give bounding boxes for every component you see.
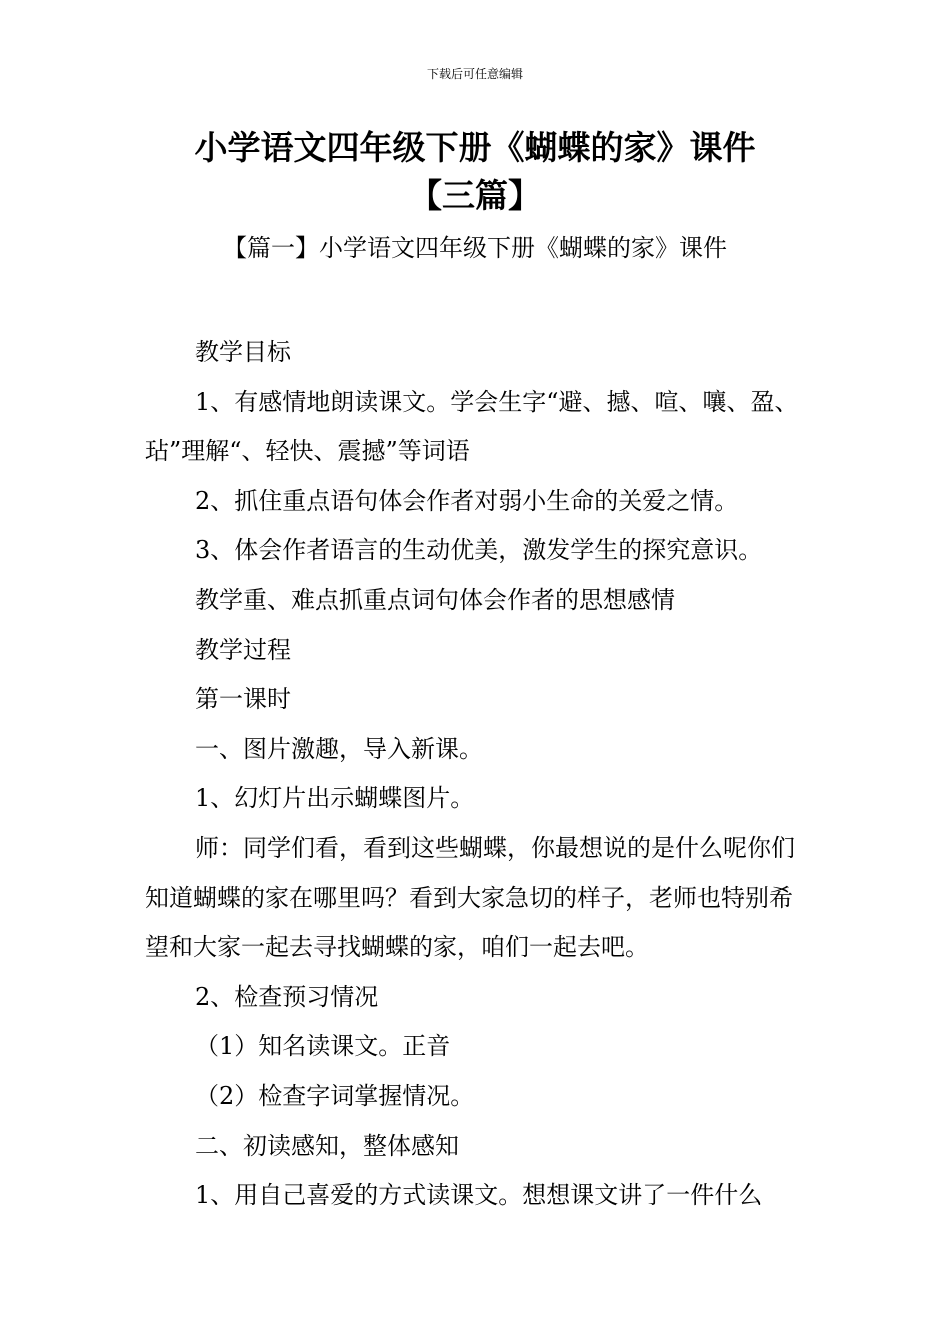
document-title <box>60 124 890 220</box>
paragraph-goal-2: 2、抓住重点语句体会作者对弱小生命的关爱之情。 <box>195 486 739 515</box>
paragraph-key-points: 教学重、难点抓重点词句体会作者的思想感情 <box>195 585 675 614</box>
paragraph-goal-3: 3、体会作者语言的生动优美，激发学生的探究意识。 <box>195 536 763 565</box>
paragraph-step-1-2-a: （1）知名读课文。正音 <box>195 1032 451 1061</box>
paragraph-step-1: 一、图片激趣，导入新课。 <box>195 734 483 763</box>
paragraph-step-1-2: 2、检查预习情况 <box>195 982 379 1011</box>
paragraph-lesson-1: 第一课时 <box>195 685 291 714</box>
paragraph-goal-1: 1、有感情地朗读课文。学会生字“避、撼、喧、嚷、盈、玷”理解“、轻快、震撼”等词语 <box>145 387 799 466</box>
page-header-note: 下载后可任意编辑 <box>426 67 523 81</box>
document-title-line-1: 小学语文四年级下册《蝴蝶的家》课件 <box>194 128 756 167</box>
document-body <box>145 328 810 1221</box>
paragraph-step-1-1: 1、幻灯片出示蝴蝶图片。 <box>195 784 475 813</box>
paragraph-teaching-goals: 教学目标 <box>195 338 291 366</box>
document-title-line-2: 【三篇】 <box>409 176 541 215</box>
paragraph-teacher-speech: 师：同学们看，看到这些蝴蝶，你最想说的是什么呢你们知道蝴蝶的家在哪里吗？看到大家急切的样子，老师也特别希望和大家一起去寻找蝴蝶的家，咱们一起去吧。 <box>145 833 795 962</box>
paragraph-step-1-2-b: （2）检查字词掌握情况。 <box>195 1081 475 1110</box>
paragraph-step-2-1: 1、用自己喜爱的方式读课文。想想课文讲了一件什么 <box>195 1181 763 1210</box>
paragraph-step-2: 二、初读感知，整体感知 <box>195 1131 459 1160</box>
section-heading: 【篇一】小学语文四年级下册《蝴蝶的家》课件 <box>223 234 727 262</box>
paragraph-process: 教学过程 <box>195 635 291 664</box>
